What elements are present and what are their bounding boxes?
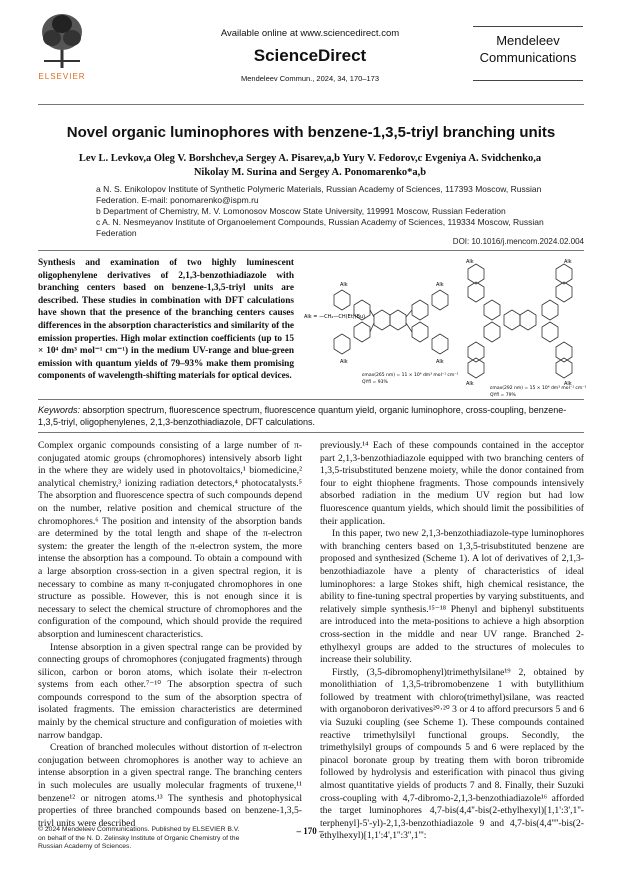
page-number: – 170 – <box>296 826 324 836</box>
affiliation-c: c A. N. Nesmeyanov Institute of Organoelement Compounds, Russian Academy of Sciences, 119334 Moscow, Russian Federation <box>96 217 544 238</box>
available-online-text: Available online at www.sciencedirect.com <box>220 28 400 39</box>
left-caption-extinction: εmax(265 nm) = 11 × 10⁴ dm³ mol⁻¹ cm⁻¹ <box>362 373 459 378</box>
keywords-section <box>38 404 584 428</box>
sciencedirect-brand: ScienceDirect <box>253 46 367 65</box>
alk-definition: Alk = —CH₂—CH(Et)(Bu) <box>304 314 366 320</box>
header-divider <box>38 104 584 105</box>
paragraph: Creation of branched molecules without distortion of π-electron conjugation between chromophores is another way to achieve an intense absorption in a given spectral range. The branching centers in such molecules are usually molecular fragments of truxene,¹¹ benzene¹² or nitrogen atoms.¹³ The synthesis and photophysical properties of three branched compounds based on benzene-1,3,5-triyl units were described <box>38 742 302 829</box>
alk-label-6: Alk <box>564 259 572 265</box>
keywords-label: Keywords: <box>38 405 81 415</box>
journal-citation: Mendeleev Commun., 2024, 34, 170–173 <box>240 74 379 83</box>
journal-name-line1: Mendeleev <box>496 33 560 48</box>
keywords-list: absorption spectrum, fluorescence spectrum, fluorescence quantum yield, organic luminophore, cross-coupling, benzene-1,3,5-triyl, oligophenylenes, 2,1,3-benzothiadiazole, DFT calculations. <box>38 405 567 427</box>
author-line-2: Nikolay M. Surina and Sergey A. Ponomarenko*a,b <box>193 167 427 178</box>
affiliation-a: a N. S. Enikolopov Institute of Synthetic Polymeric Materials, Russian Academy of Sciences, 117393 Moscow, Russian Federation. E-mail: ponomarenko@ispm.ru <box>96 184 542 205</box>
paragraph: previously.¹⁴ Each of these compounds contained in the acceptor part 2,1,3-benzothiadiazole equipped with two branching centers of 1,3,5-trisubstituted benzene moiety, while the donor contained from four to eight thiophene fragments. Those compounds intensively absorbed radiation in the medium UV region but had low fluorescence quantum yields, which should limit the possibilities of their application. <box>320 440 584 527</box>
alk-label-5: Alk <box>466 259 474 265</box>
keywords-divider <box>38 432 584 433</box>
abstract-divider-bottom <box>38 399 584 400</box>
publisher-name: ELSEVIER <box>38 72 86 81</box>
abstract-divider-top <box>38 250 584 251</box>
journal-box-rule-top <box>473 26 583 27</box>
right-caption-extinction: εmax(292 nm) = 15 × 10⁴ dm³ mol⁻¹ cm⁻¹ <box>490 386 586 391</box>
paragraph: Complex organic compounds consisting of a large number of π-conjugated atomic groups (chromophores) intensively absorb light in the where they are widely used in photovoltaics,¹ biomedicine,² analytical chemistry,³ ionizing radiation detectors,⁴ photocatalysts.⁵ The absorption and fluorescence spectra of such compounds depend on the number, relative position and chemical structure of the chromophores.⁶ The position and intensity of the absorption bands are determined by the total length and shape of the π-electron system: the greater the length of the π-electron system, the more intense the absorption has a compound. To obtain a compound with a large absorption cross-section in a given spectral region, it is necessary to combine as many π-conjugated chromophores in one structure as possible. However, this is not enough since it is necessary to select the chemical structure of chromophores and the configuration of the compound, which should provide the required absorption and luminescent characteristics. <box>38 440 302 640</box>
left-caption-quantum-yield: QYfl = 93% <box>362 380 388 385</box>
elsevier-tree-logo <box>38 10 86 70</box>
molecule-right-structure <box>468 264 572 378</box>
right-caption-quantum-yield: QYfl = 79% <box>490 393 516 397</box>
abstract-text: Synthesis and examination of two highly luminescent oligophenylene derivatives of 2,1,3-benzothiadiazole with branching centers based on benzene-1,3,5-triyl units are described. These studies in combination with DFT calculations have shown that the presence of the branching centers causes differences in the absorption characteristics and similarity of the emission properties. High molar extinction coefficients (up to 15 × 10⁴ dm³ mol⁻¹ cm⁻¹) in the medium UV-range and blue-green emission with quantum yields of 79–93% make them promising components of wavelength-shifting materials for optical devices. <box>38 258 294 382</box>
author-list <box>60 152 560 180</box>
journal-name <box>473 32 583 66</box>
alk-label-7: Alk <box>466 381 474 387</box>
body-left-column <box>38 440 302 830</box>
alk-label-1: Alk <box>340 282 348 288</box>
body-right-column <box>320 440 584 843</box>
affiliation-b: b Department of Chemistry, M. V. Lomonosov Moscow State University, 119991 Moscow, Russian Federation <box>96 206 506 216</box>
alk-label-8: Alk <box>564 381 572 387</box>
paragraph: Intense absorption in a given spectral range can be provided by connecting groups of chromophores (conjugated fragments) through silicon, carbon or boron atoms, which isolate their π-electron systems from each other.⁷⁻¹⁰ The absorption spectra of such compounds correspond to the sum of the absorption spectra of isolated fragments. The emission characteristics are determined mainly by the chemical structure and configuration of moieties with narrow bandgap. <box>38 641 302 741</box>
doi-link[interactable]: DOI: 10.1016/j.mencom.2024.02.004 <box>452 237 584 246</box>
molecule-left-structure <box>334 290 448 354</box>
paragraph: In this paper, two new 2,1,3-benzothiadiazole-type luminophores with branching centers based on 1,3,5-trisubstituted benzene are proposed and synthesized (Scheme 1). A lot of derivatives of 2,1,3-benzothiadiazole have a plenty of characteristics of ideal luminophores: a large Stokes shift, high chemical resistance, the ability to fine-tuning spectral properties by varying substituents, and relatively simple synthesis.¹⁵⁻¹⁸ Phenyl and biphenyl substituents are introduced into the meta-positions to achieve a high absorption cross-section in the middle and near UV range. Branched 2-ethylhexyl groups are added to the structures of molecules to increase their solubility. <box>320 528 584 666</box>
copyright-notice: © 2024 Mendeleev Communications. Published by ELSEVIER B.V. on behalf of the N. D. Zelinsky Institute of Organic Chemistry of the Russian Academy of Sciences. <box>38 826 240 851</box>
alk-label-3: Alk <box>340 359 348 365</box>
author-line-1: Lev L. Levkov,a Oleg V. Borshchev,a Sergey A. Pisarev,a,b Yury V. Fedorov,c Evgeniya A. Svidchenko,a <box>78 153 542 164</box>
alk-label-2: Alk <box>436 282 444 288</box>
alk-label-4: Alk <box>436 359 444 365</box>
paragraph: Firstly, (3,5-dibromophenyl)trimethylsilane¹⁹ 2, obtained by monolithiation of 1,3,5-tribromobenzene 1 with butyllithium followed by treatment with chloro(trimethyl)silane, was reacted with organoboron derivatives²⁰·²⁰ 3 or 4 to afford precursors 5 and 6 via Suzuki coupling (see Scheme 1). These compounds contained reactive trimethylsilyl functional groups. Secondly, the trimethylsilyl groups of compounds 5 and 6 were replaced by the pinacol boronate group by treating them with boron tribromide followed by hydrolysis and esterification with pinacol thus giving almost quantitative yields of products 7 and 8. Finally, their Suzuki cross-coupling with 4,7-dibromo-2,1,3-benzothiadiazole¹⁶ afforded the target luminophores 4,7-bis(4,4''-bis(2-ethylhexyl)[1,1':3',1''-terphenyl]-5'-yl)-2,1,3-benzothiadiazole 9 and 4,7-bis(4,4''''-bis(2-ethylhexyl)[1,1':4',1'':3'',1''': <box>320 666 584 842</box>
journal-name-line2: Communications <box>479 50 577 65</box>
journal-box-rule-bottom <box>473 80 583 81</box>
article-title: Novel organic luminophores with benzene-1,3,5-triyl branching units <box>66 124 556 141</box>
graphical-abstract <box>304 255 586 397</box>
